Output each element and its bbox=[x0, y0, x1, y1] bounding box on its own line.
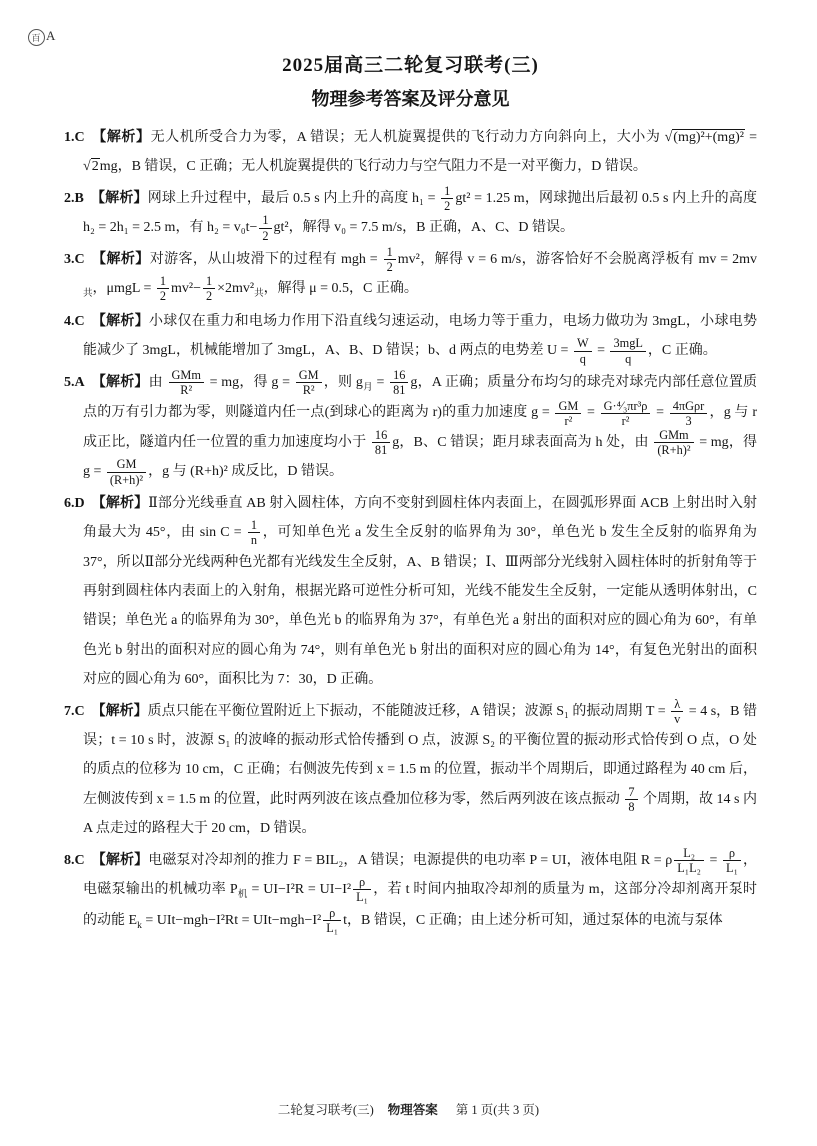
sqrt-radical: √(mg)²+(mg)² bbox=[664, 130, 744, 145]
analysis-tag: 【解析】 bbox=[91, 374, 149, 390]
footer-section-name: 物理答案 bbox=[387, 1103, 438, 1117]
fraction: $\frac{\text{4πGρr}}{3}$ bbox=[670, 399, 708, 428]
analysis-tag: 【解析】 bbox=[91, 852, 149, 868]
fraction: $\frac{W}{q}$ bbox=[574, 336, 592, 365]
answer-item bbox=[64, 489, 757, 695]
fraction: $\frac{\rho}{\text{L₁}}$ bbox=[323, 906, 341, 935]
fraction: $\frac{1}{2}$ bbox=[157, 274, 169, 303]
fraction: $\frac{\rho}{\text{L₁}}$ bbox=[353, 875, 371, 904]
item-body: 电磁泵对冷却剂的推力 F = BIL₂，A 错误；电源提供的电功率 P = UI，液体电阻 R = ρ $\frac{\text{L₂}}{\text{L₁L₂}}$ = $\frac{\rho}{\text{L₁}}$ ，电磁泵输出的机械功率 $P_机 = UI-I^2R = UI-I^2$ $\frac{\rho}{\text{L₁}}$ ，若 t 时间内抽取冷却剂的质量为 m，这部分冷却剂离开泵时的动能 $E_k = UIt-mgh-I^2Rt = UIt-mgh-I^2$ $\frac{\rho}{\text{L₁}}$ t，B 错误，C 正确；由上述分析可知，通过泵体的电流与泵体 bbox=[83, 845, 758, 936]
item-body: 小球仅在重力和电场力作用下沿直线匀速运动，电场力等于重力，电场力做功为 3mgL，小球电势能减少了 3mgL，机械能增加了 3mgL，A、B、D 错误；b、d 两点的电势差 U = $\frac{W}{q}$ = $\frac{\text{3mgL}}{q}$ ，C 正确。 bbox=[83, 313, 757, 366]
analysis-tag: 【解析】 bbox=[91, 130, 151, 145]
item-label: 4.C bbox=[64, 313, 85, 329]
fraction: $\frac{7}{8}$ bbox=[625, 785, 637, 814]
fraction: $\frac{1}{2}$ bbox=[441, 184, 453, 213]
item-label: 8.C bbox=[64, 852, 85, 868]
fraction: $\frac{1}{2}$ bbox=[259, 213, 271, 242]
analysis-tag: 【解析】 bbox=[91, 495, 149, 511]
fraction: $\frac{GM}{\text{r²}}$ bbox=[555, 399, 581, 428]
item-body: 网球上升过程中，最后 0.5 s 内上升的高度 h₁ = $\frac{1}{2}$ gt² = 1.25 m，网球抛出后最初 0.5 s 内上升的高度 h₂ = 2h₁ = 2.5 m，有 h₂ = v₀t− $\frac{1}{2}$ gt²，解得 v₀ = 7.5 m/s，B 正确，A、C、D 错误。 bbox=[83, 183, 758, 243]
answer-item bbox=[64, 368, 757, 487]
document-title: 2025届高三二轮复习联考(三) bbox=[282, 55, 539, 76]
publisher-logo-circle-icon: 百 bbox=[28, 29, 45, 46]
footer-page-number: 第 1 页(共 3 页) bbox=[455, 1103, 540, 1117]
sqrt-radical: √2 bbox=[83, 159, 99, 175]
publisher-logo bbox=[28, 28, 56, 46]
answer-item bbox=[64, 123, 757, 182]
answer-item bbox=[64, 697, 757, 844]
item-label: 7.C bbox=[64, 703, 85, 719]
fraction: $\frac{\rho}{\text{L₁}}$ bbox=[723, 846, 741, 875]
item-label: 1.C bbox=[64, 130, 85, 145]
item-body: 由 $\frac{\text{GMm}}{\text{R²}}$ = mg，得 g = $\frac{GM}{\text{R²}}$ ，则 $g_月$ = $\frac{16}{81}$ g，A 正确；质量分布均匀的球壳对球壳内部任意位置质点的万有引力都为零，则隧道内任一点(到球心的距离为 r)的重力加速度 g = $\frac{GM}{\text{r²}}$ = $\frac{\text{G·⁴⁄₃πr³ρ}}{\text{r²}}$ = $\frac{\text{4πGρr}}{3}$ ，g 与 r 成正比，隧道内任一位置的重力加速度均小于 $\frac{16}{81}$ g，B、C 错误；距月球表面高为 h 处，由 $\frac{\text{GMm}}{\text{(R+h)²}}$ = mg，得 g = $\frac{GM}{\text{(R+h)²}}$ ，g 与 (R+h)² 成反比，D 错误。 bbox=[83, 367, 758, 487]
fraction: $\frac{16}{81}$ bbox=[372, 428, 390, 457]
answer-item bbox=[64, 245, 757, 305]
fraction: $\frac{1}{2}$ bbox=[203, 274, 215, 303]
document-subtitle: 物理参考答案及评分意见 bbox=[311, 89, 510, 109]
analysis-tag: 【解析】 bbox=[91, 313, 149, 329]
fraction: $\frac{\lambda}{v}$ bbox=[671, 697, 683, 726]
publisher-logo-suffix: A bbox=[46, 28, 57, 43]
answer-item bbox=[64, 307, 757, 366]
answer-item bbox=[64, 846, 757, 937]
fraction: $\frac{\text{3mgL}}{q}$ bbox=[610, 336, 645, 365]
item-body: Ⅱ部分光线垂直 AB 射入圆柱体，方向不变射到圆柱体内表面上，在圆弧形界面 ACB 上射出时入射角最大为 45°，由 sin C = $\frac{1}{n}$ ，可知单色光 a 发生全反射的临界角为 30°，单色光 b 发生全反射的临界角为 37°，所以Ⅱ部分光线两种色光都有光线发生全反射，A、B 错误；Ⅰ、Ⅲ两部分光线射入圆柱体时的折射角等于再射到圆柱体内表面上的入射角，根据光路可逆性分析可知，光线不能发生全反射，一定能从透明体射出，C 错误；单色光 a 的临界角为 30°，单色光 b 的临界角为 37°，有单色光 a 射出的面积对应的圆心角为 60°，有单色光 b 射出的面积对应的圆心角为 74°，则有单色光 b 射出的面积对应的圆心角为 14°，有复色光射出的面积对应的圆心角为 60°，面积比为 7：30，D 正确。 bbox=[83, 495, 758, 688]
fraction: $\frac{\text{L₂}}{\text{L₁L₂}}$ bbox=[674, 846, 704, 875]
fraction: $\frac{\text{GMm}}{\text{R²}}$ bbox=[169, 368, 204, 397]
fraction: $\frac{GM}{\text{(R+h)²}}$ bbox=[107, 457, 146, 486]
item-body: 质点只能在平衡位置附近上下振动，不能随波迁移，A 错误；波源 S₁ 的振动周期 T = $\frac{\lambda}{v}$ = 4 s，B 错误；t = 10 s 时，波源 S₁ 的波峰的振动形式恰传播到 O 点，波源 S₂ 的平衡位置的振动形式恰传到 O 点，O 处的质点的位移为 10 cm，C 正确；右侧波先传到 x = 1.5 m 的位置，振动半个周期后，即通过路程为 40 cm 后，左侧波传到 x = 1.5 m 的位置，此时两列波在该点叠加位移为零，然后两列波在该点振动 $\frac{7}{8}$ 个周期，故 14 s 内 A 点走过的路程大于 20 cm，D 错误。 bbox=[83, 696, 758, 837]
item-body: 无人机所受合力为零，A 错误；无人机旋翼提供的飞行动力方向斜向上，大小为 √(mg)²+(mg)² = √2mg，B 错误，C 正确；无人机旋翼提供的飞行动力与空气阻力不是一对平衡力，D 错误。 bbox=[83, 130, 757, 175]
item-body: 对游客，从山坡滑下的过程有 mgh = $\frac{1}{2}$ mv²，解得 v = 6 m/s，游客恰好不会脱离浮板有 mv = $2mv_共$，μmgL = $\frac{1}{2}$ mv²− $\frac{1}{2}$ $\times 2mv^2_共$，解得 μ = 0.5，C 正确。 bbox=[83, 244, 757, 304]
item-label: 6.D bbox=[64, 495, 85, 511]
analysis-tag: 【解析】 bbox=[91, 703, 148, 719]
fraction: $\frac{\text{GMm}}{\text{(R+h)²}}$ bbox=[654, 428, 693, 457]
fraction: $\frac{\text{G·⁴⁄₃πr³ρ}}{\text{r²}}$ bbox=[601, 399, 651, 428]
fraction: $\frac{1}{n}$ bbox=[248, 518, 260, 547]
fraction: $\frac{16}{81}$ bbox=[390, 368, 408, 397]
page-footer bbox=[0, 1100, 817, 1118]
item-label: 5.A bbox=[64, 374, 85, 390]
item-label: 2.B bbox=[64, 190, 84, 206]
footer-exam-name: 二轮复习联考(三) bbox=[277, 1103, 374, 1117]
answer-item bbox=[64, 184, 757, 243]
item-label: 3.C bbox=[64, 251, 85, 267]
analysis-tag: 【解析】 bbox=[91, 251, 150, 267]
answer-list bbox=[64, 123, 757, 937]
fraction: $\frac{1}{2}$ bbox=[384, 245, 396, 274]
analysis-tag: 【解析】 bbox=[90, 190, 148, 206]
fraction: $\frac{GM}{\text{R²}}$ bbox=[296, 368, 322, 397]
